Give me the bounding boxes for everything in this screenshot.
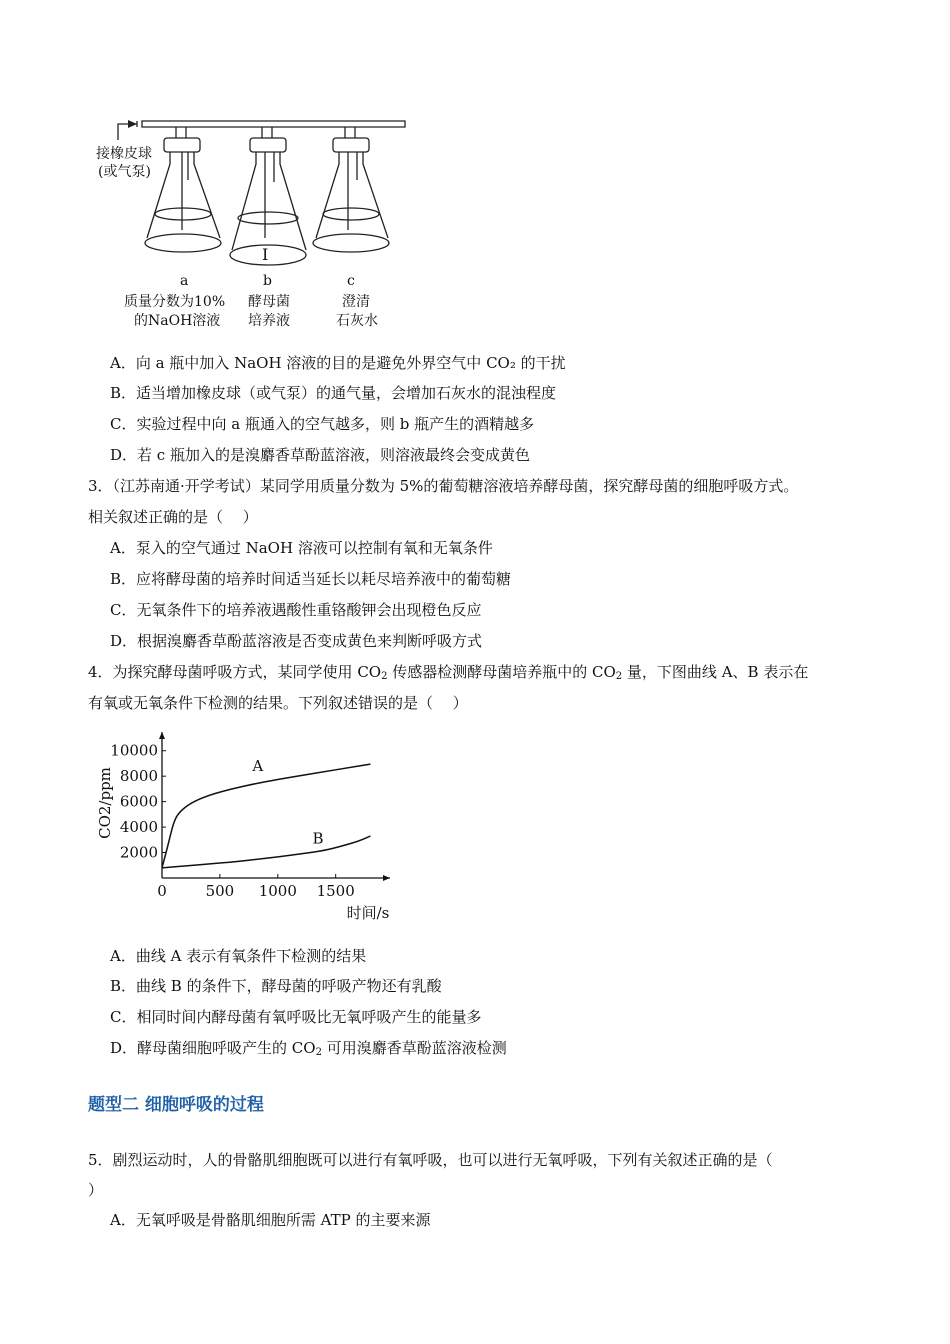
apparatus-figure bbox=[90, 110, 420, 340]
x-tick-label: 1500 bbox=[316, 882, 355, 900]
flask-b-desc-1: 酵母菌 bbox=[248, 294, 290, 310]
x-tick-label: 1000 bbox=[258, 882, 297, 900]
subscript-2: 2 bbox=[615, 671, 623, 682]
q4-stem-line-1 bbox=[88, 662, 808, 687]
q4-option-d-part-1: D．酵母菌细胞呼吸产生的 CO bbox=[110, 1039, 316, 1057]
y-tick-label: 4000 bbox=[119, 818, 158, 837]
q4-stem-line-2: 有氧或无氧条件下检测的结果。下列叙述错误的是（ ） bbox=[88, 694, 468, 712]
x-tick-label: 500 bbox=[205, 882, 235, 900]
chart-y-label: CO2/ppm bbox=[96, 767, 114, 839]
x-tick-label: 0 bbox=[157, 882, 167, 900]
q2-option-d: D．若 c 瓶加入的是溴麝香草酚蓝溶液，则溶液最终会变成黄色 bbox=[110, 446, 530, 464]
chart-x-label: 时间/s bbox=[346, 904, 390, 922]
y-tick-label: 6000 bbox=[119, 792, 158, 811]
q3-option-c: C．无氧条件下的培养液遇酸性重铬酸钾会出现橙色反应 bbox=[110, 601, 482, 619]
q4-stem-part-3: 量，下图曲线 A、B 表示在 bbox=[622, 663, 809, 681]
flask-b-mark: I bbox=[262, 245, 269, 264]
x-axis-arrow bbox=[383, 875, 390, 881]
flask-a-desc-1: 质量分数为10% bbox=[124, 294, 226, 310]
subscript-2: 2 bbox=[315, 1047, 322, 1058]
flask-c-desc-1: 澄清 bbox=[342, 294, 370, 310]
y-axis-arrow bbox=[159, 732, 165, 739]
flask-c-desc-2: 石灰水 bbox=[336, 313, 378, 329]
q5-option-a: A．无氧呼吸是骨骼肌细胞所需 ATP 的主要来源 bbox=[110, 1211, 431, 1229]
q4-option-b: B．曲线 B 的条件下，酵母菌的呼吸产物还有乳酸 bbox=[110, 977, 442, 995]
series-line-A bbox=[162, 764, 370, 868]
flask-b-desc-2: 培养液 bbox=[248, 313, 290, 329]
q3-stem-line-1: 3．（江苏南通·开学考试）某同学用质量分数为 5%的葡萄糖溶液培养酵母菌，探究酵母菌的细胞呼吸方式。 bbox=[88, 477, 799, 495]
series-line-B bbox=[162, 836, 370, 868]
series-label-A: A bbox=[252, 757, 264, 776]
flask-a-letter: a bbox=[180, 273, 189, 289]
y-tick-label: 2000 bbox=[119, 843, 158, 862]
y-tick-label: 8000 bbox=[119, 767, 158, 786]
co2-line-chart bbox=[90, 728, 400, 928]
q2-option-a: A．向 a 瓶中加入 NaOH 溶液的目的是避免外界空气中 CO₂ 的干扰 bbox=[110, 354, 566, 372]
q2-option-b: B．适当增加橡皮球（或气泵）的通气量，会增加石灰水的混浊程度 bbox=[110, 384, 557, 402]
series-label-B: B bbox=[312, 829, 324, 848]
q4-option-c: C．相同时间内酵母菌有氧呼吸比无氧呼吸产生的能量多 bbox=[110, 1008, 482, 1026]
q3-option-d: D．根据溴麝香草酚蓝溶液是否变成黄色来判断呼吸方式 bbox=[110, 632, 483, 650]
q5-stem-line-2: ） bbox=[88, 1181, 104, 1199]
q4-option-d-part-2: 可用溴麝香草酚蓝溶液检测 bbox=[321, 1039, 507, 1057]
q4-stem-part-1: 4．为探究酵母菌呼吸方式，某同学使用 CO bbox=[88, 663, 382, 681]
section-heading: 题型二 细胞呼吸的过程 bbox=[88, 1095, 264, 1115]
q3-stem-line-2: 相关叙述正确的是（ ） bbox=[88, 508, 258, 526]
q2-option-c: C．实验过程中向 a 瓶通入的空气越多，则 b 瓶产生的酒精越多 bbox=[110, 415, 535, 433]
q5-stem-line-1: 5．剧烈运动时，人的骨骼肌细胞既可以进行有氧呼吸，也可以进行无氧呼吸，下列有关叙述正确的是（ bbox=[88, 1151, 773, 1169]
flask-b-letter: b bbox=[263, 273, 272, 289]
q4-stem-part-2: 传感器检测酵母菌培养瓶中的 CO bbox=[387, 663, 616, 681]
q3-option-b: B．应将酵母菌的培养时间适当延长以耗尽培养液中的葡萄糖 bbox=[110, 570, 512, 588]
subscript-2: 2 bbox=[381, 671, 388, 682]
q4-option-a: A．曲线 A 表示有氧条件下检测的结果 bbox=[110, 947, 367, 965]
flask-c-letter: c bbox=[347, 273, 355, 289]
flask-a-desc-2: 的NaOH溶液 bbox=[134, 313, 221, 329]
q3-option-a: A．泵入的空气通过 NaOH 溶液可以控制有氧和无氧条件 bbox=[110, 539, 493, 557]
y-tick-label: 10000 bbox=[110, 741, 158, 760]
q4-option-d bbox=[110, 1038, 507, 1063]
pump-label-2: (或气泵) bbox=[98, 164, 151, 180]
pump-label-1: 接橡皮球 bbox=[96, 146, 152, 162]
